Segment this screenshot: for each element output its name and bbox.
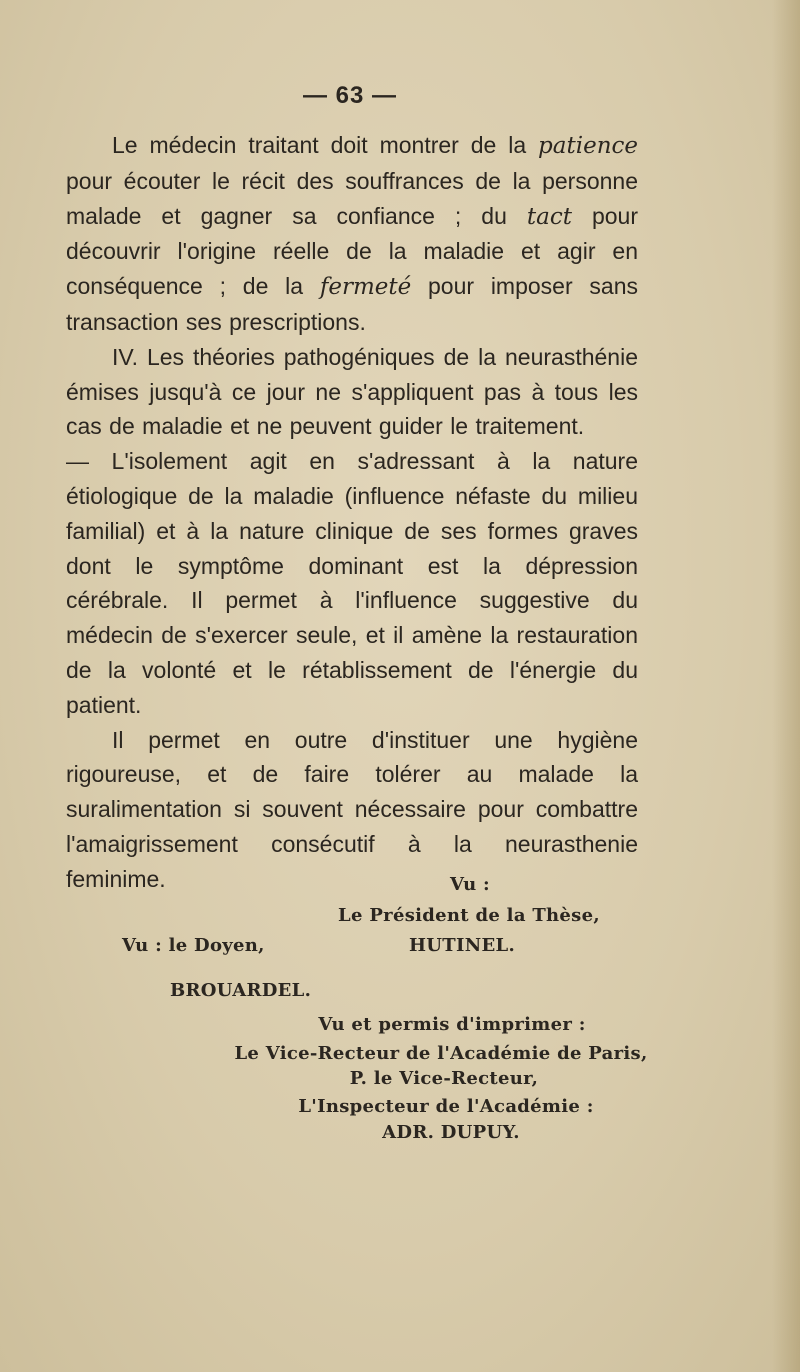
vu-label: Vu : (449, 874, 491, 895)
p1-text-b: pour écouter le récit des souffrances de la personne malade et gagner sa confiance ; du (66, 167, 638, 229)
inspecteur-name: ADR. DUPUY. (382, 1122, 520, 1143)
paragraph-2: IV. Les théories pathogéniques de la neurasthénie émises jusqu'à ce jour ne s'appliquent pas à tous les cas de maladie et ne peuvent guider le traitement. (66, 343, 638, 440)
body-text (66, 128, 638, 897)
page-number: — 63 — (302, 82, 398, 109)
italic-tact: tact (526, 203, 572, 230)
p-vice-recteur-line: P. le Vice-Recteur, (349, 1068, 539, 1089)
p1-text-a: Le médecin traitant doit montrer de la (112, 132, 539, 158)
doyen-title: Vu : le Doyen, (122, 935, 265, 956)
permis-label: Vu et permis d'imprimer : (318, 1014, 586, 1035)
president-name: HUTINEL. (408, 935, 516, 956)
italic-fermete: fermeté (319, 274, 412, 301)
paragraph-1 (66, 128, 638, 340)
page-edge-shadow (772, 0, 800, 1372)
p1-text-c: pour découvrir l'origine réelle de la maladie et agir en conséquence ; de la (66, 202, 638, 300)
paragraph-3: — L'isolement agit en s'adressant à la nature étiologique de la maladie (influence néfaste du milieu familial) et à la nature clinique de ses formes graves dont le symptôme dominant est la dépression cérébrale. Il permet à l'influence suggestive du médecin de s'exercer seule, et il amène la restauration de la volonté et le rétablissement de l'énergie du patient. (66, 448, 638, 718)
inspecteur-line: L'Inspecteur de l'Académie : (298, 1096, 594, 1117)
italic-patience: patience (538, 133, 638, 159)
p1-text-d: pour imposer sans transaction ses prescriptions. (66, 273, 638, 335)
vice-recteur-line: Le Vice-Recteur de l'Académie de Paris, (234, 1043, 648, 1064)
doyen-name: BROUARDEL. (170, 980, 312, 1001)
paragraph-4: Il permet en outre d'instituer une hygiène rigoureuse, et de faire tolérer au malade la suralimentation si souvent nécessaire pour combattre l'amaigrissement consécutif à la neurasthenie feminime. (66, 726, 638, 892)
president-title: Le Président de la Thèse, (338, 905, 600, 926)
